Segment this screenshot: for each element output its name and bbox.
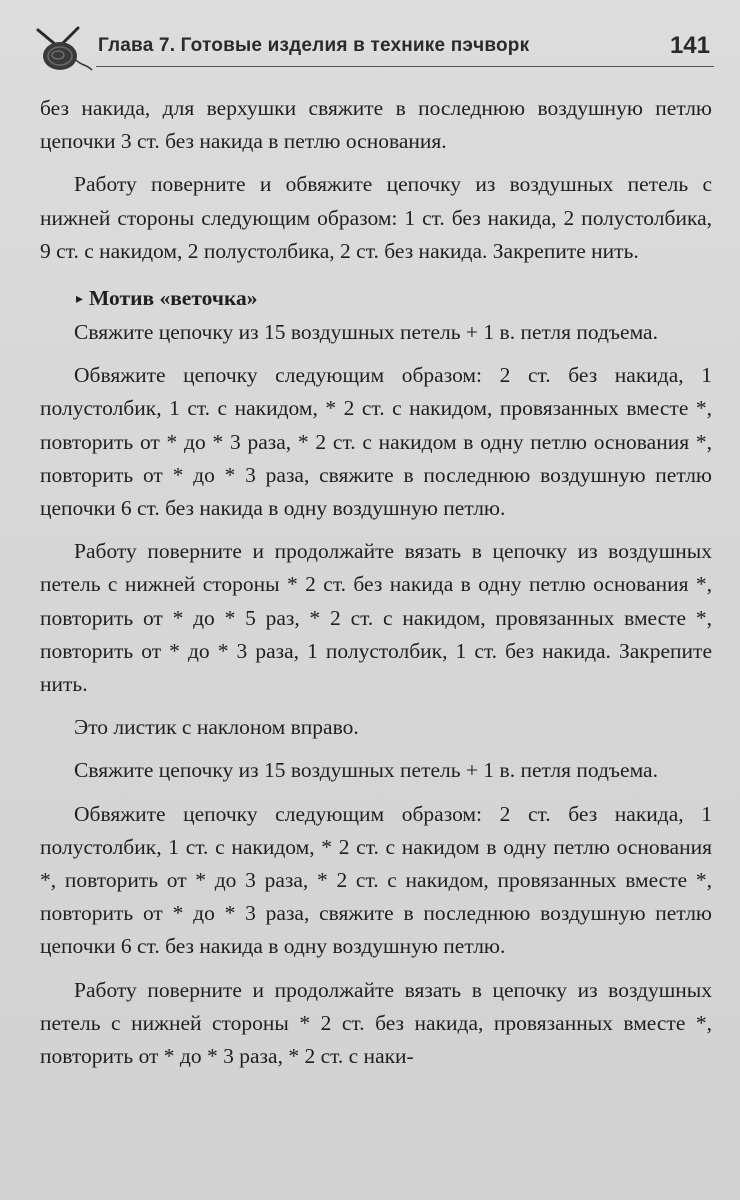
page-number: 141 [669, 32, 710, 59]
yarn-ball-with-needles-icon [34, 26, 94, 74]
paragraph: без накида, для верхушки свяжите в последнюю воздушную петлю цепочки 3 ст. без накида в петлю основания. [40, 96, 712, 154]
paragraph: Работу поверните и продолжайте вязать в цепочку из воздушных петель с нижней стороны * 2 ст. без накида, провязанных вместе *, повторить от * до * 3 раза, * 2 ст. с наки- [40, 977, 712, 1069]
triangle-bullet-icon: ▸ [76, 292, 84, 308]
running-title: Глава 7. Готовые изделия в технике пэчворк [98, 35, 530, 56]
paragraph: Работу поверните и продолжайте вязать в цепочку из воздушных петель с нижней стороны * 2 ст. без накида в одну петлю основания *, повторить от * до * 5 раз, * 2 ст. с накидом, провязанных вместе *, повторить от * до * 3 раза, 1 полустолбик, 1 ст. без накида. Закрепите нить. [40, 539, 712, 697]
section-subheading [40, 282, 712, 316]
subheading-text: Мотив «веточка» [89, 286, 258, 311]
body-text [40, 92, 712, 1073]
paragraph: Свяжите цепочку из 15 воздушных петель + 1 в. петля подъема. [74, 758, 658, 783]
paragraph: Обвяжите цепочку следующим образом: 2 ст. без накида, 1 полустолбик, 1 ст. с накидом, * 2 ст. с накидом в одну петлю основания *, повторить от * до 3 раза, * 2 ст. с накидом, провязанных вместе *, повторить от * до * 3 раза, свяжите в последнюю воздушную петлю цепочки 6 ст. без накида в одну воздушную петлю. [40, 801, 712, 959]
page-header [34, 22, 714, 78]
paragraph: Обвяжите цепочку следующим образом: 2 ст. без накида, 1 полустолбик, 1 ст. с накидом, * 2 ст. с накидом, провязанных вместе *, повторить от * до * 3 раза, * 2 ст. с накидом в одну петлю основания *, повторить от * до * 3 раза, свяжите в последнюю воздушную петлю цепочки 6 ст. без накида в одну воздушную петлю. [40, 363, 712, 521]
paragraph: Это листик с наклоном вправо. [74, 715, 359, 740]
header-rule [96, 66, 714, 67]
paragraph: Свяжите цепочку из 15 воздушных петель + 1 в. петля подъема. [74, 320, 658, 345]
paragraph: Работу поверните и обвяжите цепочку из воздушных петель с нижней стороны следующим образом: 1 ст. без накида, 2 полустолбика, 9 ст. с накидом, 2 полустолбика, 2 ст. без накида. Закрепите нить. [40, 172, 712, 263]
